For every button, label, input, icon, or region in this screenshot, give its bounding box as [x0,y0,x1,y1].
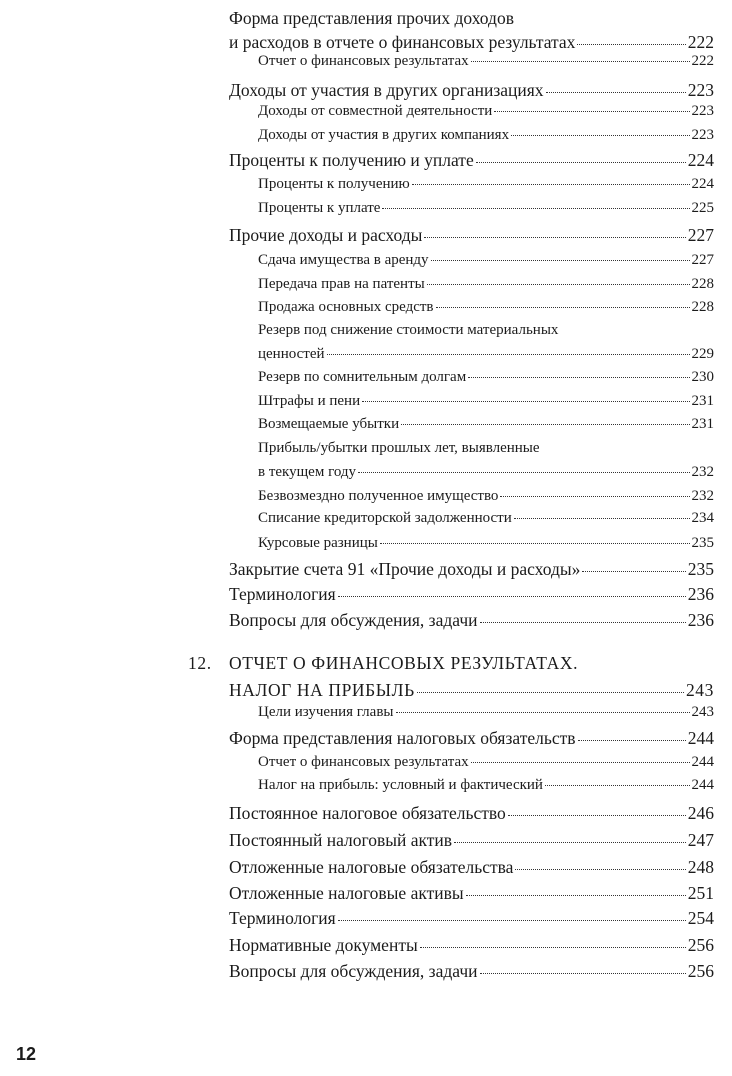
dot-leader [476,162,686,163]
dot-leader [338,920,686,921]
toc-entry-title: Отчет о финансовых результатах [258,754,469,770]
toc-entry-title: Безвозмездно полученное имущество [258,488,499,504]
toc-entry-page: 247 [687,830,714,850]
toc-entry-page: 227 [687,225,714,245]
toc-entry-page: 244 [691,754,714,770]
dot-leader [362,401,689,402]
toc-entry-page: 235 [691,535,714,551]
toc-entry-title: Списание кредиторской задолженности [258,510,512,526]
toc-entry-title: Доходы от участия в других компаниях [258,127,510,143]
toc-entry-title: Доходы от совместной деятельности [258,103,493,119]
dot-leader [436,307,690,308]
toc-entry-page: 244 [691,777,714,793]
toc-entry-title: НАЛОГ НА ПРИБЫЛЬ [229,680,415,700]
toc-entry-title: Штрафы и пени [258,393,361,409]
toc-entry-title: Форма представления прочих доходов [229,8,514,28]
toc-entry-page: 256 [687,961,714,981]
dot-leader [546,92,686,93]
chapter-number: 12. [188,653,212,673]
dot-leader [480,973,686,974]
toc-entry-title: Доходы от участия в других организациях [229,80,544,100]
toc-entry-title: Передача прав на патенты [258,276,425,292]
dot-leader [431,260,690,261]
dot-leader [466,895,686,896]
page-number: 12 [16,1044,37,1064]
toc-entry-page: 232 [691,488,714,504]
toc-entry-title: Терминология [229,908,336,928]
dot-leader [338,596,686,597]
dot-leader [427,284,690,285]
dot-leader [578,740,686,741]
dot-leader [327,354,690,355]
toc-entry-page: 223 [687,80,714,100]
toc-entry-page: 230 [691,369,714,385]
toc-entry-title: Налог на прибыль: условный и фактический [258,777,543,793]
toc-entry-page: 243 [685,680,714,700]
toc-entry-page: 254 [687,908,714,928]
dot-leader [577,44,685,45]
toc-entry-title: Отчет о финансовых результатах [258,53,469,69]
toc-entry-page: 243 [691,704,714,720]
dot-leader [396,712,690,713]
toc-entry-title: Проценты к получению [258,176,410,192]
toc-entry-title: Резерв по сомнительным долгам [258,369,467,385]
toc-entry-title: Постоянный налоговый актив [229,830,453,850]
toc-entry-page: 231 [691,393,714,409]
toc-entry-title: Отложенные налоговые активы [229,883,464,903]
toc-entry-page: 244 [687,728,714,748]
toc-entry-page: 229 [691,346,714,362]
dot-leader [500,496,689,497]
toc-entry-title: Вопросы для обсуждения, задачи [229,610,478,630]
toc-entry-page: 234 [691,510,714,526]
dot-leader [401,424,689,425]
toc-entry-title: Закрытие счета 91 «Прочие доходы и расходы» [229,559,581,579]
dot-leader [424,237,685,238]
toc-entry-title: Цели изучения главы [258,704,394,720]
toc-entry-page: 227 [691,252,714,268]
toc-entry-page: 256 [687,935,714,955]
dot-leader [420,947,686,948]
dot-leader [454,842,686,843]
toc-entry-title: Терминология [229,584,336,604]
toc-entry-title: и расходов в отчете о финансовых результатах [229,32,576,52]
toc-entry-page: 232 [691,464,714,480]
dot-leader [515,869,685,870]
toc-entry-title: Отложенные налоговые обязательства [229,857,514,877]
toc-entry-page: 236 [687,610,714,630]
toc-entry-page: 251 [687,883,714,903]
toc-entry-page: 222 [691,53,714,69]
dot-leader [480,622,686,623]
toc-entry-title: Вопросы для обсуждения, задачи [229,961,478,981]
toc-entry-page: 228 [691,276,714,292]
dot-leader [582,571,685,572]
toc-entry-title: в текущем году [258,464,357,480]
toc-entry-page: 223 [691,127,714,143]
toc-entry-title: Возмещаемые убытки [258,416,400,432]
toc-entry-page: 224 [687,150,714,170]
toc-entry-title: Прочие доходы и расходы [229,225,423,245]
dot-leader [514,518,690,519]
dot-leader [417,692,684,693]
toc-entry-title: Резерв под снижение стоимости материальных [258,322,559,338]
toc-entry-page: 231 [691,416,714,432]
dot-leader [511,135,689,136]
dot-leader [412,184,690,185]
dot-leader [545,785,690,786]
toc-entry-page: 235 [687,559,714,579]
toc-entry-title: Проценты к получению и уплате [229,150,474,170]
dot-leader [358,472,689,473]
dot-leader [471,762,690,763]
toc-entry-title: Прибыль/убытки прошлых лет, выявленные [258,440,540,456]
toc-entry-page: 228 [691,299,714,315]
toc-entry-title: Проценты к уплате [258,200,381,216]
toc-entry-title: Продажа основных средств [258,299,434,315]
dot-leader [471,61,690,62]
dot-leader [468,377,689,378]
toc-entry-title: Сдача имущества в аренду [258,252,429,268]
toc-entry-title: ценностей [258,346,325,362]
toc-entry-page: 236 [687,584,714,604]
toc-entry-title: ОТЧЕТ О ФИНАНСОВЫХ РЕЗУЛЬТАТАХ. [229,653,579,673]
toc-entry-page: 224 [691,176,714,192]
dot-leader [508,815,686,816]
dot-leader [494,111,689,112]
toc-entry-page: 223 [691,103,714,119]
dot-leader [380,543,690,544]
toc-entry-title: Нормативные документы [229,935,418,955]
dot-leader [382,208,689,209]
toc-entry-title: Курсовые разницы [258,535,378,551]
toc-entry-page: 222 [687,32,714,52]
toc-entry-page: 225 [691,200,714,216]
toc-entry-page: 246 [687,803,714,823]
toc-entry-page: 248 [687,857,714,877]
toc-entry-title: Форма представления налоговых обязательств [229,728,576,748]
toc-entry-title: Постоянное налоговое обязательство [229,803,506,823]
